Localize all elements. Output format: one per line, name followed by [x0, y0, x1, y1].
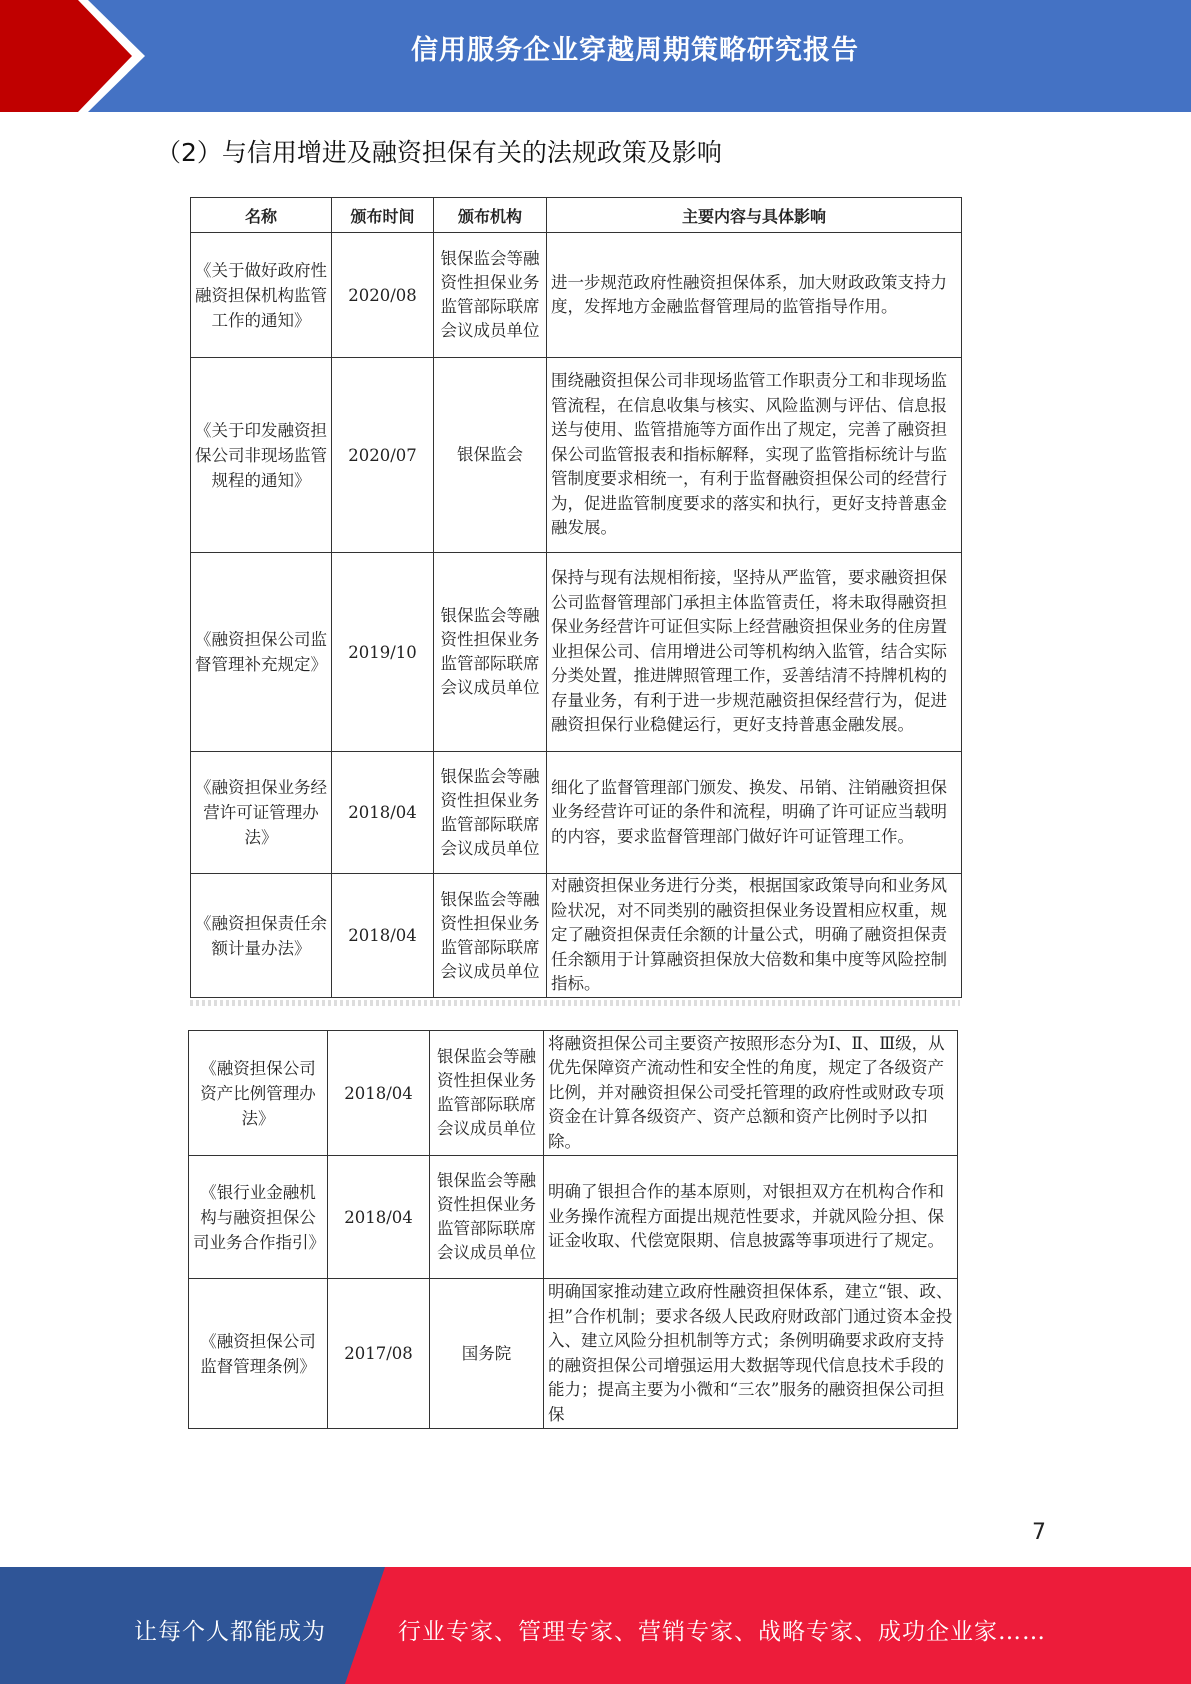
- cell-name: 《融资担保公司资产比例管理办法》: [189, 1031, 328, 1156]
- table-row: [189, 1031, 958, 1156]
- cell-date: 2018/04: [328, 1156, 430, 1279]
- footer-slogan-left: 让每个人都能成为: [134, 1619, 326, 1645]
- header-name: 名称: [191, 198, 332, 233]
- cell-name: 《关于印发融资担保公司非现场监管规程的通知》: [191, 358, 332, 553]
- cell-content: 细化了监督管理部门颁发、换发、吊销、注销融资担保业务经营许可证的条件和流程，明确了许可证应当载明的内容，要求监督管理部门做好许可证管理工作。: [547, 752, 962, 874]
- table-row: [191, 553, 962, 752]
- cell-content: 将融资担保公司主要资产按照形态分为Ⅰ、Ⅱ、Ⅲ级，从优先保障资产流动性和安全性的角度，规定了各级资产比例，并对融资担保公司受托管理的政府性或财政专项资金在计算各级资产、资产总额和资产比例时予以扣除。: [544, 1031, 958, 1156]
- cell-content: 明确国家推动建立政府性融资担保体系，建立“银、政、担”合作机制；要求各级人民政府财政部门通过资本金投入、建立风险分担机制等方式；条例明确要求政府支持的融资担保公司增强运用大数据等现代信息技术手段的能力；提高主要为小微和“三农”服务的融资担保公司担保: [544, 1279, 958, 1429]
- cell-org: 国务院: [430, 1279, 544, 1429]
- table-row: [189, 1156, 958, 1279]
- cell-content: 进一步规范政府性融资担保体系，加大财政政策支持力度，发挥地方金融监督管理局的监管指导作用。: [547, 233, 962, 358]
- table-row: [189, 1279, 958, 1429]
- header-red-chevron: [0, 0, 150, 112]
- cell-date: 2018/04: [332, 752, 434, 874]
- header-org: 颁布机构: [434, 198, 547, 233]
- page-break-seam: [190, 1000, 960, 1006]
- table-row: [191, 233, 962, 358]
- cell-name: 《关于做好政府性融资担保机构监管工作的通知》: [191, 233, 332, 358]
- cell-name: 《融资担保责任余额计量办法》: [191, 874, 332, 998]
- cell-org: 银保监会等融资性担保业务监管部际联席会议成员单位: [430, 1156, 544, 1279]
- regulation-table-part2: [188, 1030, 958, 1429]
- cell-content: 保持与现有法规相衔接，坚持从严监管，要求融资担保公司监督管理部门承担主体监管责任，将未取得融资担保业务经营许可证但实际上经营融资担保业务的住房置业担保公司、信用增进公司等机构纳入监管，结合实际分类处置，推进牌照管理工作，妥善结清不持牌机构的存量业务，有利于进一步规范融资担保经营行为，促进融资担保行业稳健运行，更好支持普惠金融发展。: [547, 553, 962, 752]
- cell-date: 2017/08: [328, 1279, 430, 1429]
- cell-content: 围绕融资担保公司非现场监管工作职责分工和非现场监管流程，在信息收集与核实、风险监测与评估、信息报送与使用、监管措施等方面作出了规定，完善了融资担保公司监管报表和指标解释，实现了监管指标统计与监管制度要求相统一，有利于监督融资担保公司的经营行为，促进监管制度要求的落实和执行，更好支持普惠金融发展。: [547, 358, 962, 553]
- cell-date: 2018/04: [328, 1031, 430, 1156]
- table-header-row: [191, 198, 962, 233]
- cell-org: 银保监会: [434, 358, 547, 553]
- cell-date: 2019/10: [332, 553, 434, 752]
- cell-date: 2018/04: [332, 874, 434, 998]
- cell-org: 银保监会等融资性担保业务监管部际联席会议成员单位: [430, 1031, 544, 1156]
- page-number: 7: [1032, 1520, 1046, 1545]
- cell-date: 2020/07: [332, 358, 434, 553]
- cell-org: 银保监会等融资性担保业务监管部际联席会议成员单位: [434, 233, 547, 358]
- footer-slogan-right: 行业专家、管理专家、营销专家、战略专家、成功企业家……: [398, 1619, 1046, 1645]
- cell-name: 《融资担保公司监督管理补充规定》: [191, 553, 332, 752]
- cell-content: 明确了银担合作的基本原则，对银担双方在机构合作和业务操作流程方面提出规范性要求，并就风险分担、保证金收取、代偿宽限期、信息披露等事项进行了规定。: [544, 1156, 958, 1279]
- cell-content: 对融资担保业务进行分类，根据国家政策导向和业务风险状况，对不同类别的融资担保业务设置相应权重，规定了融资担保责任余额的计量公式，明确了融资担保责任余额用于计算融资担保放大倍数和集中度等风险控制指标。: [547, 874, 962, 998]
- cell-date: 2020/08: [332, 233, 434, 358]
- report-title: 信用服务企业穿越周期策略研究报告: [411, 35, 859, 66]
- cell-name: 《融资担保公司监督管理条例》: [189, 1279, 328, 1429]
- header-date: 颁布时间: [332, 198, 434, 233]
- cell-org: 银保监会等融资性担保业务监管部际联席会议成员单位: [434, 874, 547, 998]
- cell-name: 《银行业金融机构与融资担保公司业务合作指引》: [189, 1156, 328, 1279]
- cell-org: 银保监会等融资性担保业务监管部际联席会议成员单位: [434, 752, 547, 874]
- table-row: [191, 358, 962, 553]
- cell-name: 《融资担保业务经营许可证管理办法》: [191, 752, 332, 874]
- table-row: [191, 752, 962, 874]
- cell-org: 银保监会等融资性担保业务监管部际联席会议成员单位: [434, 553, 547, 752]
- regulation-table-part1: [190, 197, 962, 998]
- section-heading: （2）与信用增进及融资担保有关的法规政策及影响: [156, 138, 722, 167]
- table-row: [191, 874, 962, 998]
- header-content: 主要内容与具体影响: [547, 198, 962, 233]
